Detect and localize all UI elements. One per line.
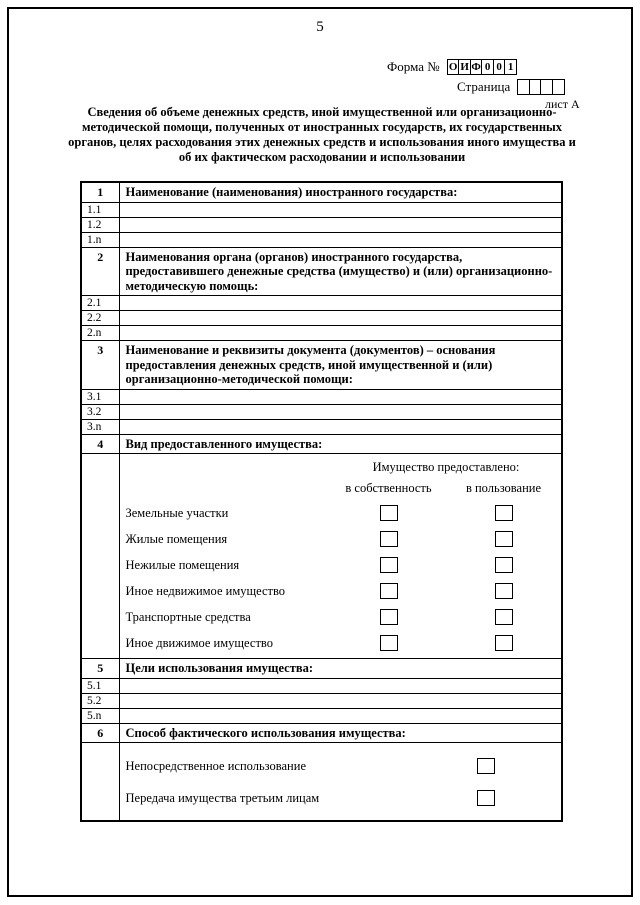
form-number-label: Форма №: [387, 59, 440, 74]
usage-method-row: [126, 783, 562, 813]
checkbox-ownership-2[interactable]: [380, 557, 398, 573]
checkbox-direct-use[interactable]: [477, 758, 495, 774]
property-row: [126, 552, 562, 578]
fill-in-cell[interactable]: [119, 311, 562, 326]
checkbox-ownership-1[interactable]: [380, 531, 398, 547]
checkbox-use-0[interactable]: [495, 505, 513, 521]
row-number: 3.1: [81, 389, 119, 404]
checkbox-use-1[interactable]: [495, 531, 513, 547]
usage-method-label: Передача имущества третьим лицам: [125, 790, 320, 805]
usage-method-label: Непосредственное использование: [125, 758, 306, 773]
row-number: 1.n: [81, 232, 119, 247]
property-provided-header: Имущество предоставлено:: [372, 460, 520, 474]
property-type-label: Жилые помещения: [125, 531, 228, 546]
form-code-box: 0: [481, 59, 494, 75]
fill-in-cell[interactable]: [119, 326, 562, 341]
form-table: [80, 181, 563, 822]
fill-in-cell[interactable]: [119, 232, 562, 247]
fill-in-cell[interactable]: [119, 678, 562, 693]
property-row: [126, 526, 562, 552]
property-row: [126, 604, 562, 630]
row-number: 2.n: [81, 326, 119, 341]
form-code-box: 1: [504, 59, 517, 75]
checkbox-use-3[interactable]: [495, 583, 513, 599]
section-5-title: Цели использования имущества:: [119, 659, 562, 679]
checkbox-ownership-3[interactable]: [380, 583, 398, 599]
row-number: 1.2: [81, 217, 119, 232]
property-provided-row: [126, 456, 562, 478]
fill-in-cell[interactable]: [119, 419, 562, 434]
document-title: Сведения об объеме денежных средств, иной имущественной или организационно-методической помощи, полученных от иностранных государств, их государственных органов, целях расходования этих денежных средств и использования иного имущества и об их фактическом расходовании и использовании: [68, 105, 576, 164]
page-number-boxes-row: [457, 79, 565, 95]
row-number: 5.1: [81, 678, 119, 693]
row-number: 5.n: [81, 708, 119, 723]
checkbox-ownership-0[interactable]: [380, 505, 398, 521]
page-boxes: [517, 79, 565, 95]
section-1-title: Наименование (наименования) иностранного государства:: [119, 182, 562, 202]
form-code-box: И: [458, 59, 471, 75]
row-number: 5.2: [81, 693, 119, 708]
form-code-boxes: [447, 59, 518, 75]
checkbox-transfer-to-third-parties[interactable]: [477, 790, 495, 806]
row-number: 2.2: [81, 311, 119, 326]
property-type-label: Иное движимое имущество: [125, 635, 273, 650]
column-headers-row: [126, 481, 562, 496]
column-ownership-label: в собственность: [345, 481, 432, 495]
row-number: 6: [81, 723, 119, 743]
fill-in-cell[interactable]: [119, 296, 562, 311]
form-code-box: О: [447, 59, 460, 75]
checkbox-ownership-5[interactable]: [380, 635, 398, 651]
checkbox-use-4[interactable]: [495, 609, 513, 625]
fill-in-cell[interactable]: [119, 708, 562, 723]
fill-in-cell[interactable]: [119, 217, 562, 232]
property-row: [126, 500, 562, 526]
checkbox-use-5[interactable]: [495, 635, 513, 651]
property-type-label: Транспортные средства: [125, 609, 251, 624]
property-type-label: Земельные участки: [125, 505, 229, 520]
fill-in-cell[interactable]: [119, 693, 562, 708]
row-number-empty: [81, 743, 119, 821]
property-row: [126, 578, 562, 604]
row-number: 2.1: [81, 296, 119, 311]
row-number: 2: [81, 247, 119, 296]
document-page: [7, 7, 633, 897]
usage-method-row: [126, 751, 562, 781]
property-type-label: Нежилые помещения: [125, 557, 240, 572]
page-label: Страница: [457, 79, 511, 94]
fill-in-cell[interactable]: [119, 404, 562, 419]
column-use-label: в пользование: [465, 481, 542, 495]
row-number: 3: [81, 341, 119, 390]
sheet-label: лист А: [545, 97, 580, 111]
form-code-box: Ф: [471, 61, 481, 73]
section-2-title: Наименования органа (органов) иностранного государства, предоставившего денежные средства (имущество) и (или) организационно-методическую помощь:: [119, 247, 562, 296]
fill-in-cell[interactable]: [119, 202, 562, 217]
section-6-content: [119, 743, 562, 821]
row-number: 1: [81, 182, 119, 202]
form-number-row: [387, 59, 517, 75]
checkbox-ownership-4[interactable]: [380, 609, 398, 625]
row-number: 3.n: [81, 419, 119, 434]
fill-in-cell[interactable]: [119, 389, 562, 404]
page-number: 5: [316, 19, 324, 35]
section-6-title: Способ фактического использования имущества:: [119, 723, 562, 743]
section-4-content: [119, 454, 562, 659]
section-3-title: Наименование и реквизиты документа (документов) – основания предоставления денежных средств, иной имущественной и (или) организационно-методической помощи:: [119, 341, 562, 390]
row-number: 4: [81, 434, 119, 454]
row-number: 1.1: [81, 202, 119, 217]
form-code-box: 0: [493, 59, 506, 75]
row-number-empty: [81, 454, 119, 659]
property-type-label: Иное недвижимое имущество: [125, 583, 286, 598]
page-box[interactable]: [552, 79, 565, 95]
row-number: 5: [81, 659, 119, 679]
checkbox-use-2[interactable]: [495, 557, 513, 573]
section-4-title: Вид предоставленного имущества:: [119, 434, 562, 454]
property-row: [126, 630, 562, 656]
row-number: 3.2: [81, 404, 119, 419]
